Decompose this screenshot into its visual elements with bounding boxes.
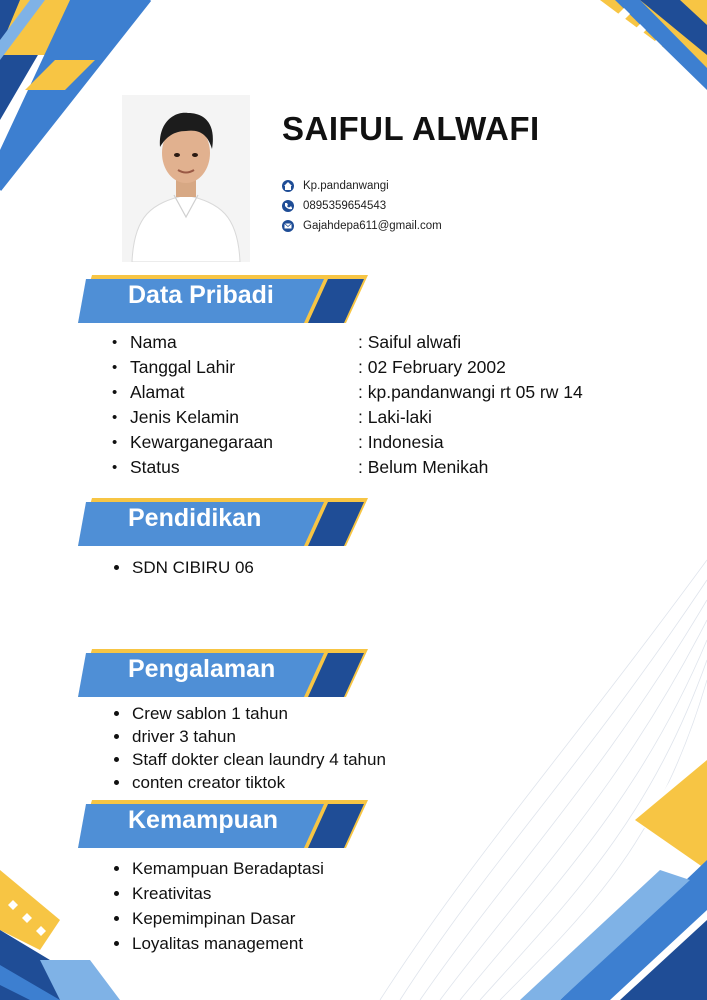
list-item-text: Staff dokter clean laundry 4 tahun	[132, 749, 386, 769]
list-item-text: driver 3 tahun	[132, 726, 236, 746]
section-banner-experience	[78, 649, 368, 697]
list-item-text: Crew sablon 1 tahun	[132, 703, 288, 723]
info-value: : Laki-laki	[358, 407, 432, 427]
contact-list	[282, 176, 442, 236]
info-row: • Tanggal Lahir : 02 February 2002	[112, 357, 506, 377]
full-name: SAIFUL ALWAFI	[282, 110, 540, 147]
info-value: : Saiful alwafi	[358, 332, 462, 352]
list-item	[112, 881, 324, 906]
list-item	[112, 771, 386, 794]
contact-address	[282, 176, 442, 196]
section-banner-personal	[78, 275, 368, 323]
contact-email	[282, 216, 442, 236]
info-label: Tanggal Lahir	[130, 357, 236, 377]
email-icon	[282, 220, 294, 232]
list-item	[112, 702, 386, 725]
list-item-text: Kepemimpinan Dasar	[132, 908, 296, 928]
list-item	[112, 856, 324, 881]
contact-email-text: Gajahdepa611@gmail.com	[303, 220, 442, 232]
list-item-text: Loyalitas management	[132, 933, 304, 953]
info-value: : Belum Menikah	[358, 457, 489, 477]
info-row: • Status : Belum Menikah	[112, 457, 489, 477]
info-value: : 02 February 2002	[358, 357, 506, 377]
skills-list	[112, 856, 324, 956]
profile-photo	[122, 95, 250, 262]
info-row: • Nama : Saiful alwafi	[112, 332, 462, 352]
info-value: : kp.pandanwangi rt 05 rw 14	[358, 382, 583, 402]
section-title-skills: Kemampuan	[128, 806, 279, 834]
contact-phone-text: 0895359654543	[303, 200, 387, 212]
contact-address-text: Kp.pandanwangi	[303, 180, 389, 192]
info-value: : Indonesia	[358, 432, 444, 452]
list-item	[112, 931, 324, 956]
section-title-education: Pendidikan	[128, 504, 262, 532]
home-icon	[282, 180, 294, 192]
section-banner-skills	[78, 800, 368, 848]
info-row: • Kewarganegaraan : Indonesia	[112, 432, 444, 452]
info-label: Jenis Kelamin	[130, 407, 239, 427]
info-row: • Jenis Kelamin : Laki-laki	[112, 407, 432, 427]
info-label: Alamat	[130, 382, 185, 402]
info-row: • Alamat : kp.pandanwangi rt 05 rw 14	[112, 382, 583, 402]
list-item-text: conten creator tiktok	[132, 772, 286, 792]
list-item	[112, 725, 386, 748]
education-list	[112, 556, 254, 579]
list-item	[112, 556, 254, 579]
list-item-text: Kemampuan Beradaptasi	[132, 858, 324, 878]
section-banner-education	[78, 498, 368, 546]
experience-list	[112, 702, 386, 794]
list-item-text: SDN CIBIRU 06	[132, 557, 254, 577]
section-title-experience: Pengalaman	[128, 655, 276, 683]
list-item	[112, 748, 386, 771]
personal-info-list	[112, 330, 632, 480]
list-item-text: Kreativitas	[132, 883, 212, 903]
info-label: Kewarganegaraan	[130, 432, 274, 452]
list-item	[112, 906, 324, 931]
section-title-personal: Data Pribadi	[128, 281, 274, 309]
info-label: Status	[130, 457, 180, 477]
info-label: Nama	[130, 332, 177, 352]
contact-phone	[282, 196, 442, 216]
phone-icon	[282, 200, 294, 212]
